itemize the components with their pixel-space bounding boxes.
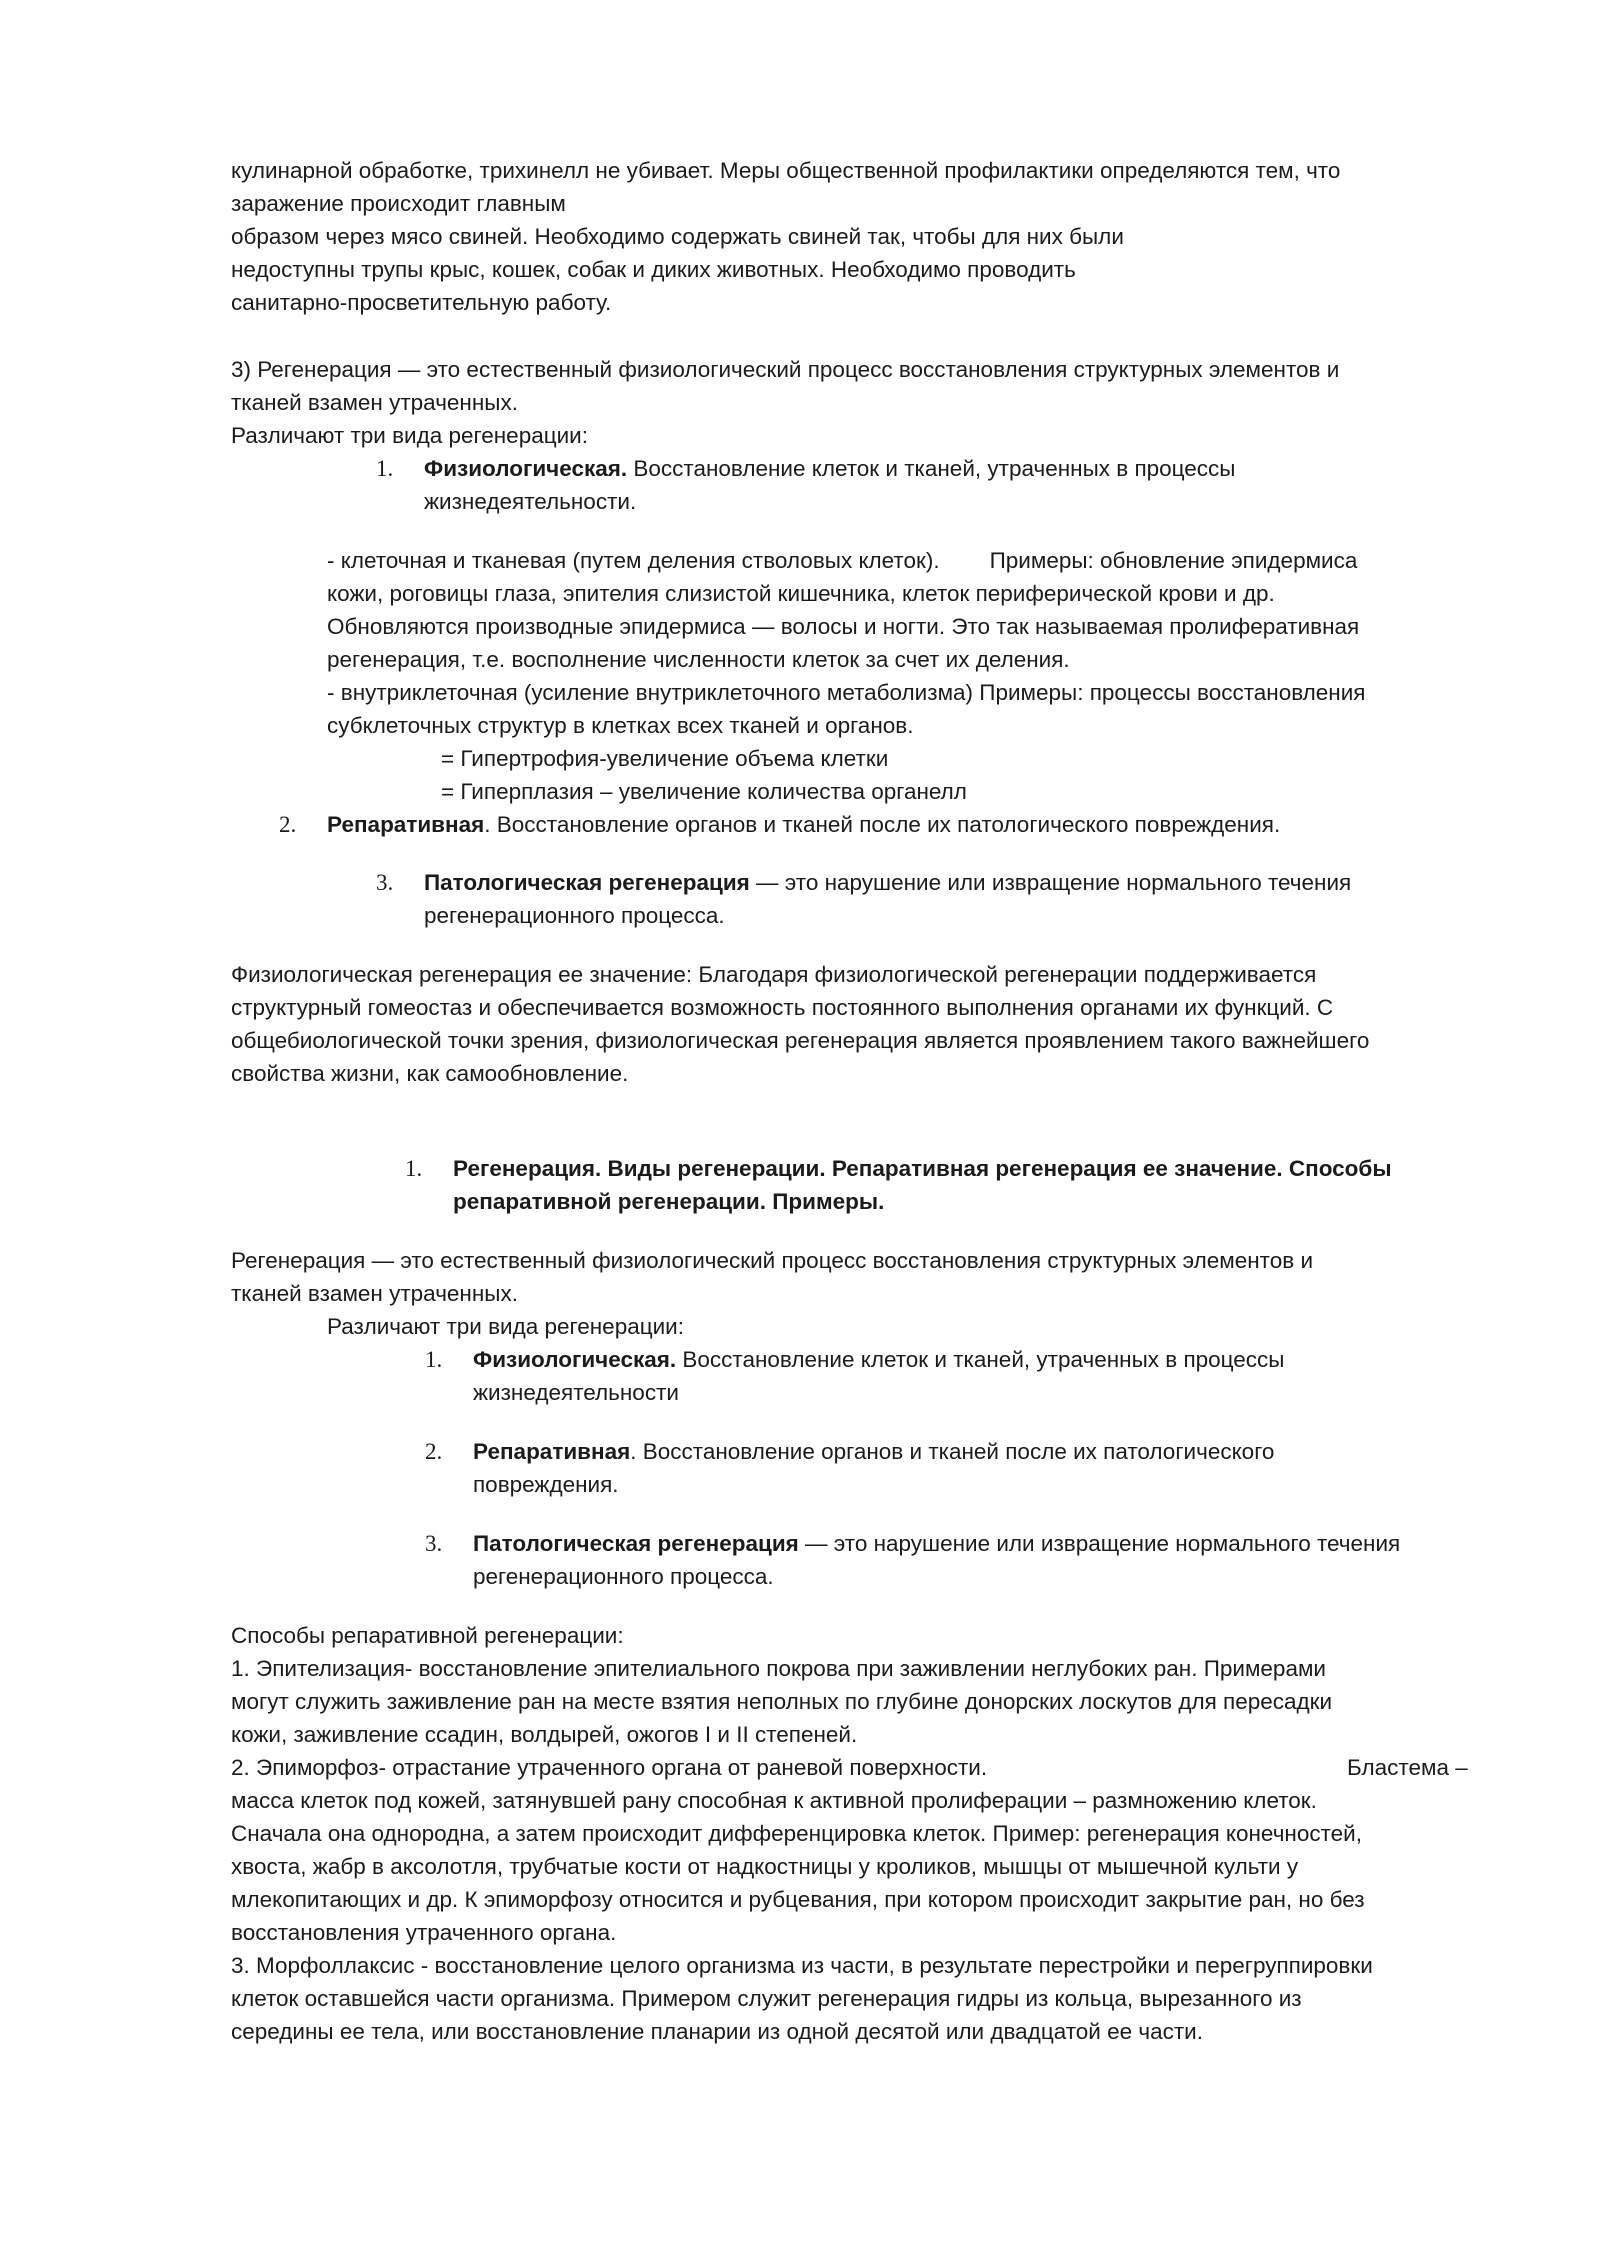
methods-line: хвоста, жабр в аксолотля, трубчатые кости от надкостницы у кроликов, мышцы от мышечной культи у <box>231 1854 1299 1879</box>
term-bold: Патологическая регенерация <box>424 870 750 895</box>
term-description: — это нарушение или извращение нормального течения <box>749 870 1352 895</box>
question-number: 1. <box>405 1156 423 1181</box>
list-number: 3. <box>425 1531 443 1556</box>
methods-line: кожи, заживление ссадин, волдырей, ожогов I и II степеней. <box>231 1722 858 1747</box>
list-number: 2. <box>279 812 297 837</box>
term-description: . Восстановление органов и тканей после их патологического <box>630 1439 1275 1464</box>
term-bold: Физиологическая. <box>424 456 628 481</box>
methods-line: 1. Эпителизация- восстановление эпителиального покрова при заживлении неглубоких ран. Примерами <box>231 1656 1326 1681</box>
methods-line: млекопитающих и др. К эпиморфозу относится и рубцевания, при котором происходит закрытие ран, но без <box>231 1887 1365 1912</box>
regeneration-definition: Регенерация — это естественный физиологический процесс восстановления структурных элементов и <box>231 1248 1314 1273</box>
detail-line: - внутриклеточная (усиление внутриклеточного метаболизма) Примеры: процессы восстановления <box>327 680 1366 705</box>
detail-line: субклеточных структур в клетках всех тканей и органов. <box>327 713 914 738</box>
intro-line: недоступны трупы крыс, кошек, собак и диких животных. Необходимо проводить <box>231 257 1076 282</box>
term-description: — это нарушение или извращение нормального течения <box>798 1531 1401 1556</box>
methods-line: Сначала она однородна, а затем происходит дифференцировка клеток. Пример: регенерация конечностей, <box>231 1821 1362 1846</box>
list-item-pathological <box>424 866 1351 899</box>
methods-line: 2. Эпиморфоз- отрастание утраченного органа от раневой поверхности. <box>231 1755 988 1780</box>
list-number: 1. <box>376 456 394 481</box>
methods-heading: Способы репаративной регенерации: <box>231 1623 624 1648</box>
regeneration-definition: 3) Регенерация — это естественный физиологический процесс восстановления структурных элементов и <box>231 357 1340 382</box>
term-description: Восстановление клеток и тканей, утраченных в процессы <box>627 456 1236 481</box>
list-item-reparative <box>327 808 1280 841</box>
types-intro: Различают три вида регенерации: <box>231 423 589 448</box>
significance-line: структурный гомеостаз и обеспечивается возможность постоянного выполнения органами их функций. С <box>231 995 1334 1020</box>
regeneration-definition: тканей взамен утраченных. <box>231 390 518 415</box>
question-heading: репаративной регенерации. Примеры. <box>453 1189 885 1214</box>
list-item-continuation: повреждения. <box>473 1472 619 1497</box>
detail-line: кожи, роговицы глаза, эпителия слизистой кишечника, клеток периферической крови и др. <box>327 581 1275 606</box>
list-item-physiological <box>473 1343 1284 1376</box>
methods-line: середины ее тела, или восстановление планарии из одной десятой или двадцатой ее части. <box>231 2019 1203 2044</box>
detail-line: Обновляются производные эпидермиса — волосы и ногти. Это так называемая пролиферативная <box>327 614 1360 639</box>
methods-line: масса клеток под кожей, затянувшей рану способная к активной пролиферации – размножению клеток. <box>231 1788 1317 1813</box>
list-item-continuation: жизнедеятельности <box>473 1380 679 1405</box>
sub-line: = Гипертрофия-увеличение объема клетки <box>441 746 889 771</box>
regeneration-definition: тканей взамен утраченных. <box>231 1281 518 1306</box>
blastema-term: Бластема – <box>1347 1755 1468 1780</box>
list-item-continuation: регенерационного процесса. <box>473 1564 774 1589</box>
significance-line: свойства жизни, как самообновление. <box>231 1061 629 1086</box>
list-number: 2. <box>425 1439 443 1464</box>
significance-line: Физиологическая регенерация ее значение: Благодаря физиологической регенерации поддерживается <box>231 962 1317 987</box>
intro-line: кулинарной обработке, трихинелл не убивает. Меры общественной профилактики определяются тем, что <box>231 158 1341 183</box>
methods-line: клеток оставшейся части организма. Примером служит регенерация гидры из кольца, вырезанного из <box>231 1986 1302 2011</box>
term-description: . Восстановление органов и тканей после их патологического повреждения. <box>484 812 1281 837</box>
list-item-continuation: жизнедеятельности. <box>424 489 637 514</box>
sub-line: = Гиперплазия – увеличение количества органелл <box>441 779 967 804</box>
list-number: 3. <box>376 870 394 895</box>
intro-line: заражение происходит главным <box>231 191 566 216</box>
intro-line: образом через мясо свиней. Необходимо содержать свиней так, чтобы для них были <box>231 224 1124 249</box>
methods-line: могут служить заживление ран на месте взятия неполных по глубине донорских лоскутов для пересадки <box>231 1689 1333 1714</box>
term-bold: Репаративная <box>473 1439 631 1464</box>
methods-line: восстановления утраченного органа. <box>231 1920 617 1945</box>
list-item-reparative <box>473 1435 1274 1468</box>
list-item-physiological <box>424 452 1235 485</box>
list-number: 1. <box>425 1347 443 1372</box>
term-bold: Патологическая регенерация <box>473 1531 799 1556</box>
question-heading: Регенерация. Виды регенерации. Репаративная регенерация ее значение. Способы <box>453 1156 1392 1181</box>
significance-line: общебиологической точки зрения, физиологическая регенерация является проявлением такого важнейшего <box>231 1028 1370 1053</box>
methods-line: 3. Морфоллаксис - восстановление целого организма из части, в результате перестройки и перегруппировки <box>231 1953 1373 1978</box>
term-bold: Физиологическая. <box>473 1347 677 1372</box>
detail-line: регенерация, т.е. восполнение численности клеток за счет их деления. <box>327 647 1070 672</box>
list-item-continuation: регенерационного процесса. <box>424 903 725 928</box>
term-bold: Репаративная <box>327 812 485 837</box>
detail-line: - клеточная и тканевая (путем деления стволовых клеток). Примеры: обновление эпидермиса <box>327 548 1358 573</box>
list-item-pathological <box>473 1527 1400 1560</box>
term-description: Восстановление клеток и тканей, утраченных в процессы <box>676 1347 1285 1372</box>
intro-line: санитарно-просветительную работу. <box>231 290 612 315</box>
types-intro: Различают три вида регенерации: <box>327 1314 685 1339</box>
